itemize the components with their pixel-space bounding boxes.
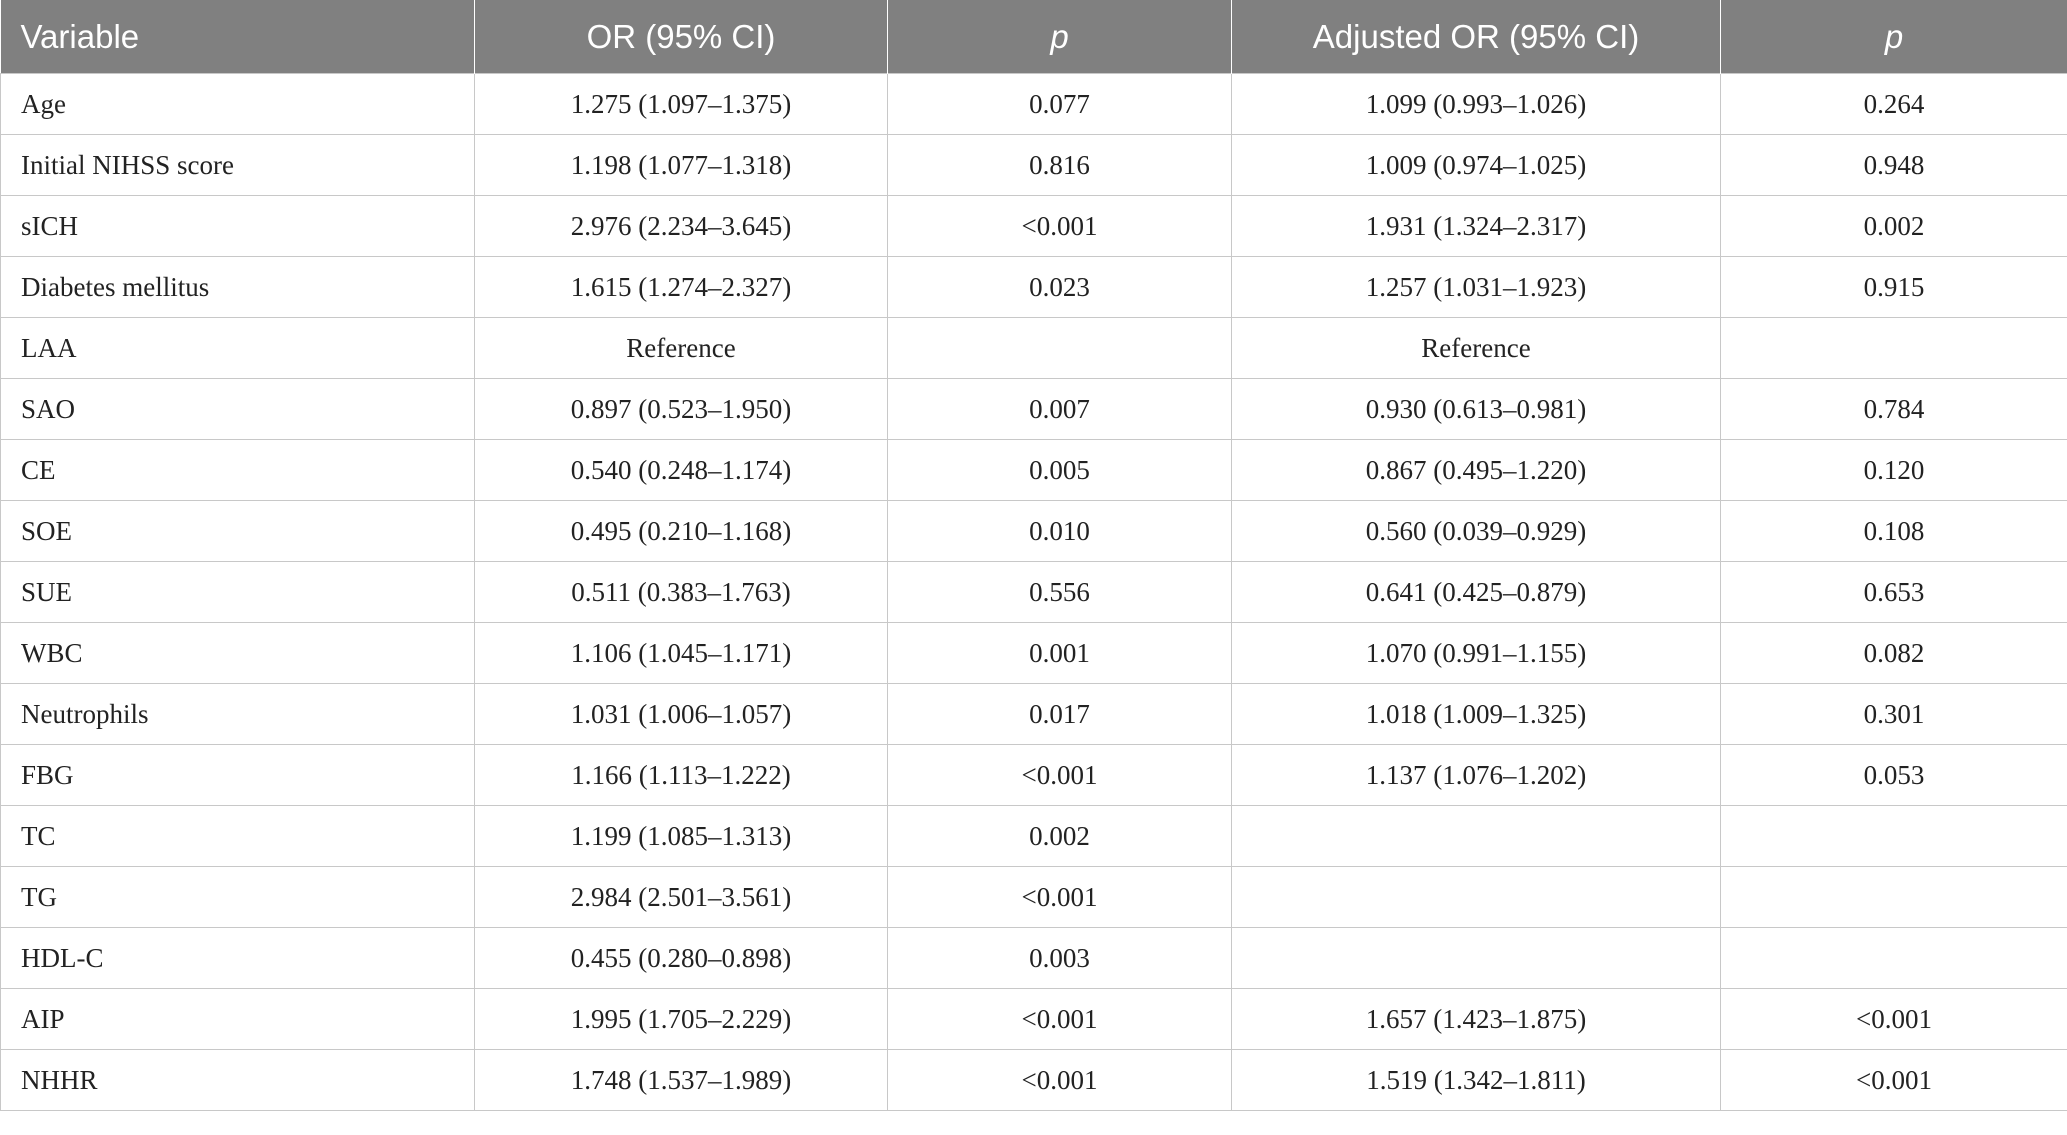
cell-p: 0.007 [888,379,1232,440]
cell-adjusted-or-ci: 0.560 (0.039–0.929) [1232,501,1721,562]
table-row [1,135,2067,196]
cell-adjusted-or-ci: 0.641 (0.425–0.879) [1232,562,1721,623]
cell-adjusted-p [1721,928,2067,989]
cell-adjusted-p: 0.915 [1721,257,2067,318]
cell-or-ci: 1.995 (1.705–2.229) [475,989,888,1050]
cell-or-ci: 1.031 (1.006–1.057) [475,684,888,745]
table-row [1,989,2067,1050]
cell-p: 0.556 [888,562,1232,623]
cell-adjusted-or-ci: Reference [1232,318,1721,379]
table-row [1,74,2067,135]
cell-or-ci: 1.748 (1.537–1.989) [475,1050,888,1111]
cell-variable: TC [1,806,475,867]
cell-adjusted-p: 0.301 [1721,684,2067,745]
cell-variable: Age [1,74,475,135]
cell-variable: Initial NIHSS score [1,135,475,196]
cell-variable: SAO [1,379,475,440]
cell-or-ci: Reference [475,318,888,379]
header-adjusted-or-ci: Adjusted OR (95% CI) [1232,1,1721,74]
cell-variable: TG [1,867,475,928]
cell-or-ci: 1.166 (1.113–1.222) [475,745,888,806]
cell-adjusted-or-ci [1232,867,1721,928]
table-row [1,379,2067,440]
table-row [1,745,2067,806]
cell-p: <0.001 [888,745,1232,806]
cell-p: 0.010 [888,501,1232,562]
cell-adjusted-or-ci [1232,928,1721,989]
cell-adjusted-or-ci [1232,806,1721,867]
table-row [1,684,2067,745]
header-adjusted-p: p [1721,1,2067,74]
table-row [1,928,2067,989]
cell-p: 0.017 [888,684,1232,745]
cell-adjusted-or-ci: 1.018 (1.009–1.325) [1232,684,1721,745]
header-p: p [888,1,1232,74]
cell-p: <0.001 [888,196,1232,257]
table-row [1,806,2067,867]
cell-or-ci: 1.198 (1.077–1.318) [475,135,888,196]
cell-adjusted-p: 0.082 [1721,623,2067,684]
cell-variable: Diabetes mellitus [1,257,475,318]
cell-adjusted-p [1721,318,2067,379]
cell-p: 0.077 [888,74,1232,135]
cell-variable: SUE [1,562,475,623]
cell-adjusted-or-ci: 0.867 (0.495–1.220) [1232,440,1721,501]
cell-adjusted-or-ci: 1.257 (1.031–1.923) [1232,257,1721,318]
cell-or-ci: 2.984 (2.501–3.561) [475,867,888,928]
header-row [1,1,2067,74]
cell-or-ci: 0.495 (0.210–1.168) [475,501,888,562]
cell-or-ci: 2.976 (2.234–3.645) [475,196,888,257]
cell-p: <0.001 [888,1050,1232,1111]
table-row [1,1050,2067,1111]
cell-adjusted-or-ci: 1.931 (1.324–2.317) [1232,196,1721,257]
cell-p: 0.023 [888,257,1232,318]
table-row [1,501,2067,562]
cell-p [888,318,1232,379]
cell-p: <0.001 [888,867,1232,928]
cell-adjusted-p: 0.108 [1721,501,2067,562]
cell-adjusted-p: 0.784 [1721,379,2067,440]
cell-variable: HDL-C [1,928,475,989]
cell-adjusted-p: 0.120 [1721,440,2067,501]
cell-adjusted-or-ci: 1.070 (0.991–1.155) [1232,623,1721,684]
cell-adjusted-p: <0.001 [1721,989,2067,1050]
cell-or-ci: 0.511 (0.383–1.763) [475,562,888,623]
cell-adjusted-or-ci: 0.930 (0.613–0.981) [1232,379,1721,440]
cell-adjusted-p: 0.053 [1721,745,2067,806]
cell-adjusted-p: 0.948 [1721,135,2067,196]
table-header [1,1,2067,74]
table-row [1,562,2067,623]
cell-p: 0.005 [888,440,1232,501]
table-row [1,440,2067,501]
table-row [1,257,2067,318]
table-row [1,318,2067,379]
cell-adjusted-p: <0.001 [1721,1050,2067,1111]
cell-adjusted-p: 0.264 [1721,74,2067,135]
cell-variable: Neutrophils [1,684,475,745]
cell-p: 0.816 [888,135,1232,196]
cell-adjusted-p [1721,806,2067,867]
table-row [1,623,2067,684]
cell-variable: WBC [1,623,475,684]
cell-adjusted-or-ci: 1.137 (1.076–1.202) [1232,745,1721,806]
cell-p: 0.003 [888,928,1232,989]
table-row [1,196,2067,257]
cell-adjusted-p: 0.653 [1721,562,2067,623]
cell-variable: CE [1,440,475,501]
cell-or-ci: 1.275 (1.097–1.375) [475,74,888,135]
cell-or-ci: 0.897 (0.523–1.950) [475,379,888,440]
cell-adjusted-or-ci: 1.099 (0.993–1.026) [1232,74,1721,135]
cell-variable: LAA [1,318,475,379]
cell-variable: FBG [1,745,475,806]
cell-p: 0.001 [888,623,1232,684]
cell-variable: NHHR [1,1050,475,1111]
table-body [1,74,2067,1111]
cell-variable: AIP [1,989,475,1050]
cell-p: <0.001 [888,989,1232,1050]
cell-adjusted-or-ci: 1.519 (1.342–1.811) [1232,1050,1721,1111]
cell-adjusted-or-ci: 1.657 (1.423–1.875) [1232,989,1721,1050]
cell-or-ci: 1.106 (1.045–1.171) [475,623,888,684]
cell-or-ci: 0.540 (0.248–1.174) [475,440,888,501]
cell-variable: SOE [1,501,475,562]
table-row [1,867,2067,928]
cell-or-ci: 1.615 (1.274–2.327) [475,257,888,318]
cell-or-ci: 1.199 (1.085–1.313) [475,806,888,867]
cell-adjusted-p [1721,867,2067,928]
header-variable: Variable [1,1,475,74]
cell-or-ci: 0.455 (0.280–0.898) [475,928,888,989]
cell-adjusted-or-ci: 1.009 (0.974–1.025) [1232,135,1721,196]
cell-adjusted-p: 0.002 [1721,196,2067,257]
cell-variable: sICH [1,196,475,257]
header-or-ci: OR (95% CI) [475,1,888,74]
cell-p: 0.002 [888,806,1232,867]
